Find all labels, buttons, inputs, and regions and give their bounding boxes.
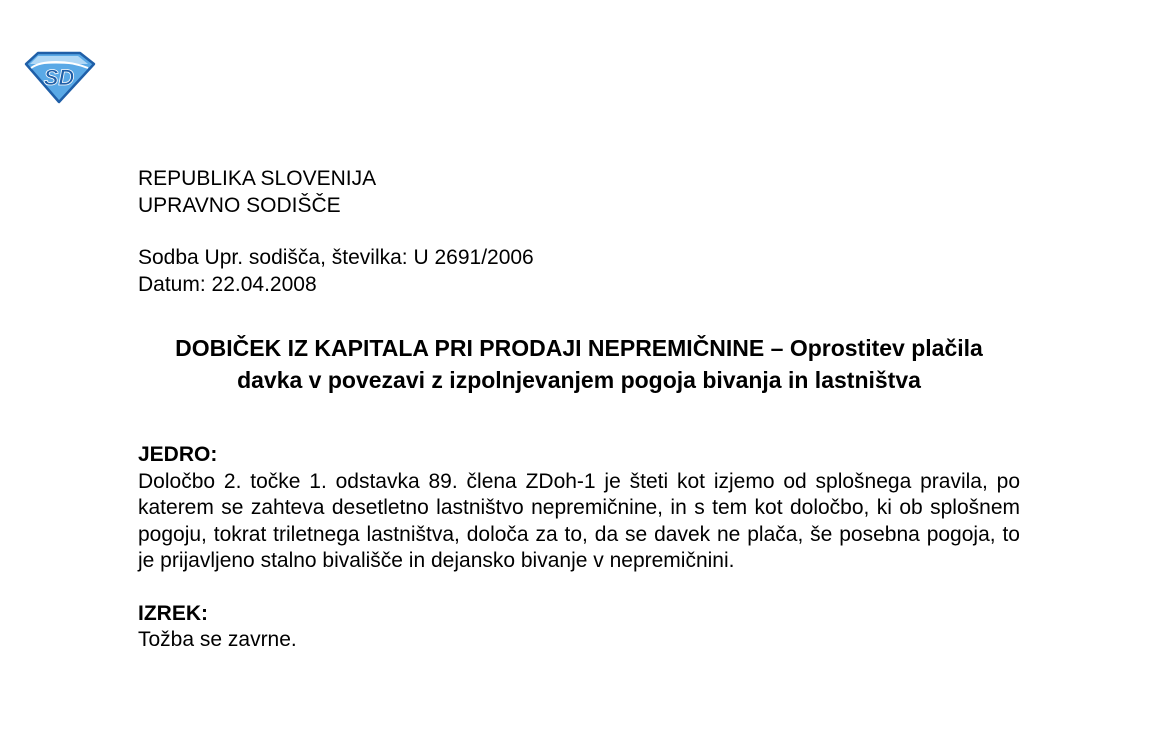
jedro-text: Določbo 2. točke 1. odstavka 89. člena ZDoh-1 je šteti kot izjemo od splošnega pravila, po katerem se zahteva desetletno lastništvo nepremičnine, in s tem kot določbo, ki ob splošnem pogoju, tokrat triletnega lastništva, določa za to, da se davek ne plača, še posebna pogoja, to je prijavljeno stalno bivališče in dejansko bivanje v nepremičnini.: [138, 469, 1020, 572]
jedro-heading: JEDRO:: [138, 443, 218, 466]
document: [138, 166, 1020, 654]
logo-letters: SD: [43, 65, 75, 90]
document-title: DOBIČEK IZ KAPITALA PRI PRODAJI NEPREMIČNINE – Oprostitev plačila davka v povezavi z izpolnjevanjem pogoja bivanja in lastništva: [175, 335, 983, 393]
case-number: Sodba Upr. sodišča, številka: U 2691/2006: [138, 246, 534, 269]
court-name: UPRAVNO SODIŠČE: [138, 193, 341, 217]
judgment-date: Datum: 22.04.2008: [138, 272, 317, 296]
izrek-heading: IZREK:: [138, 601, 208, 625]
country-name: REPUBLIKA SLOVENIJA: [138, 167, 377, 190]
court-logo: [22, 50, 96, 104]
izrek-text: Tožba se zavrne.: [138, 628, 297, 651]
